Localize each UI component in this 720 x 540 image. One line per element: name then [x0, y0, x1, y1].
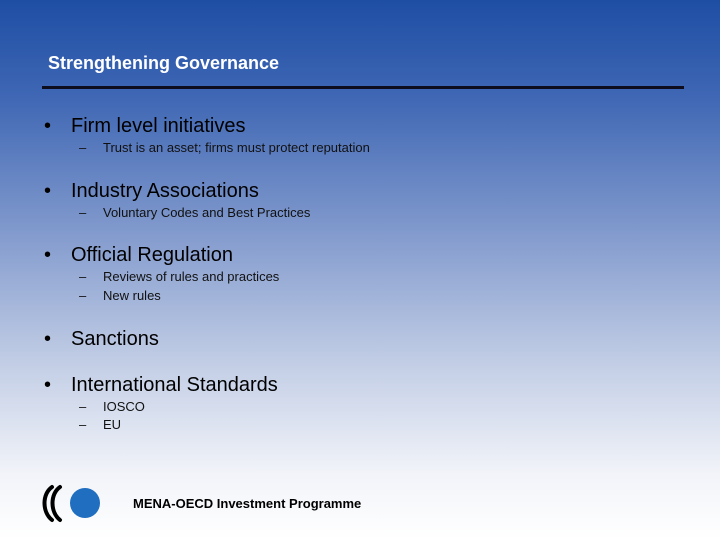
sub-item — [79, 205, 310, 220]
bullet-item — [44, 180, 259, 203]
sub-item — [79, 399, 145, 414]
bullet-label: International Standards — [71, 374, 278, 396]
sub-label: Voluntary Codes and Best Practices — [103, 205, 311, 220]
bullet-label: Firm level initiatives — [71, 115, 246, 137]
bullet-item — [44, 115, 245, 138]
bullet-glyph: • — [44, 115, 52, 137]
sub-label: New rules — [103, 288, 161, 303]
bullet-glyph: • — [44, 328, 52, 350]
sub-item — [79, 288, 161, 303]
bullet-item — [44, 374, 278, 397]
sub-label: Reviews of rules and practices — [103, 269, 280, 284]
logo-circle — [70, 488, 100, 518]
sub-item — [79, 417, 121, 432]
dash-glyph: – — [79, 288, 87, 303]
bullet-item — [44, 328, 159, 351]
dash-glyph: – — [79, 417, 87, 432]
sub-label: Trust is an asset; firms must protect reputation — [103, 140, 370, 155]
footer-text: MENA-OECD Investment Programme — [133, 496, 362, 511]
bullet-glyph: • — [44, 244, 52, 266]
dash-glyph: – — [79, 205, 87, 220]
slide-title: Strengthening Governance — [48, 53, 280, 73]
bullet-label: Sanctions — [71, 328, 159, 350]
bullet-item — [44, 244, 233, 267]
sub-label: EU — [103, 417, 122, 432]
bullet-glyph: • — [44, 374, 52, 396]
dash-glyph: – — [79, 269, 87, 284]
dash-glyph: – — [79, 140, 87, 155]
dash-glyph: – — [79, 399, 87, 414]
oecd-logo-icon — [38, 484, 102, 524]
bullet-glyph: • — [44, 180, 52, 202]
sub-item — [79, 140, 370, 155]
sub-label: IOSCO — [103, 399, 145, 414]
sub-item — [79, 269, 279, 284]
title-rule — [42, 86, 684, 89]
bullet-label: Official Regulation — [71, 244, 233, 266]
logo-bracket-inner — [53, 487, 61, 520]
bullet-label: Industry Associations — [71, 180, 259, 202]
